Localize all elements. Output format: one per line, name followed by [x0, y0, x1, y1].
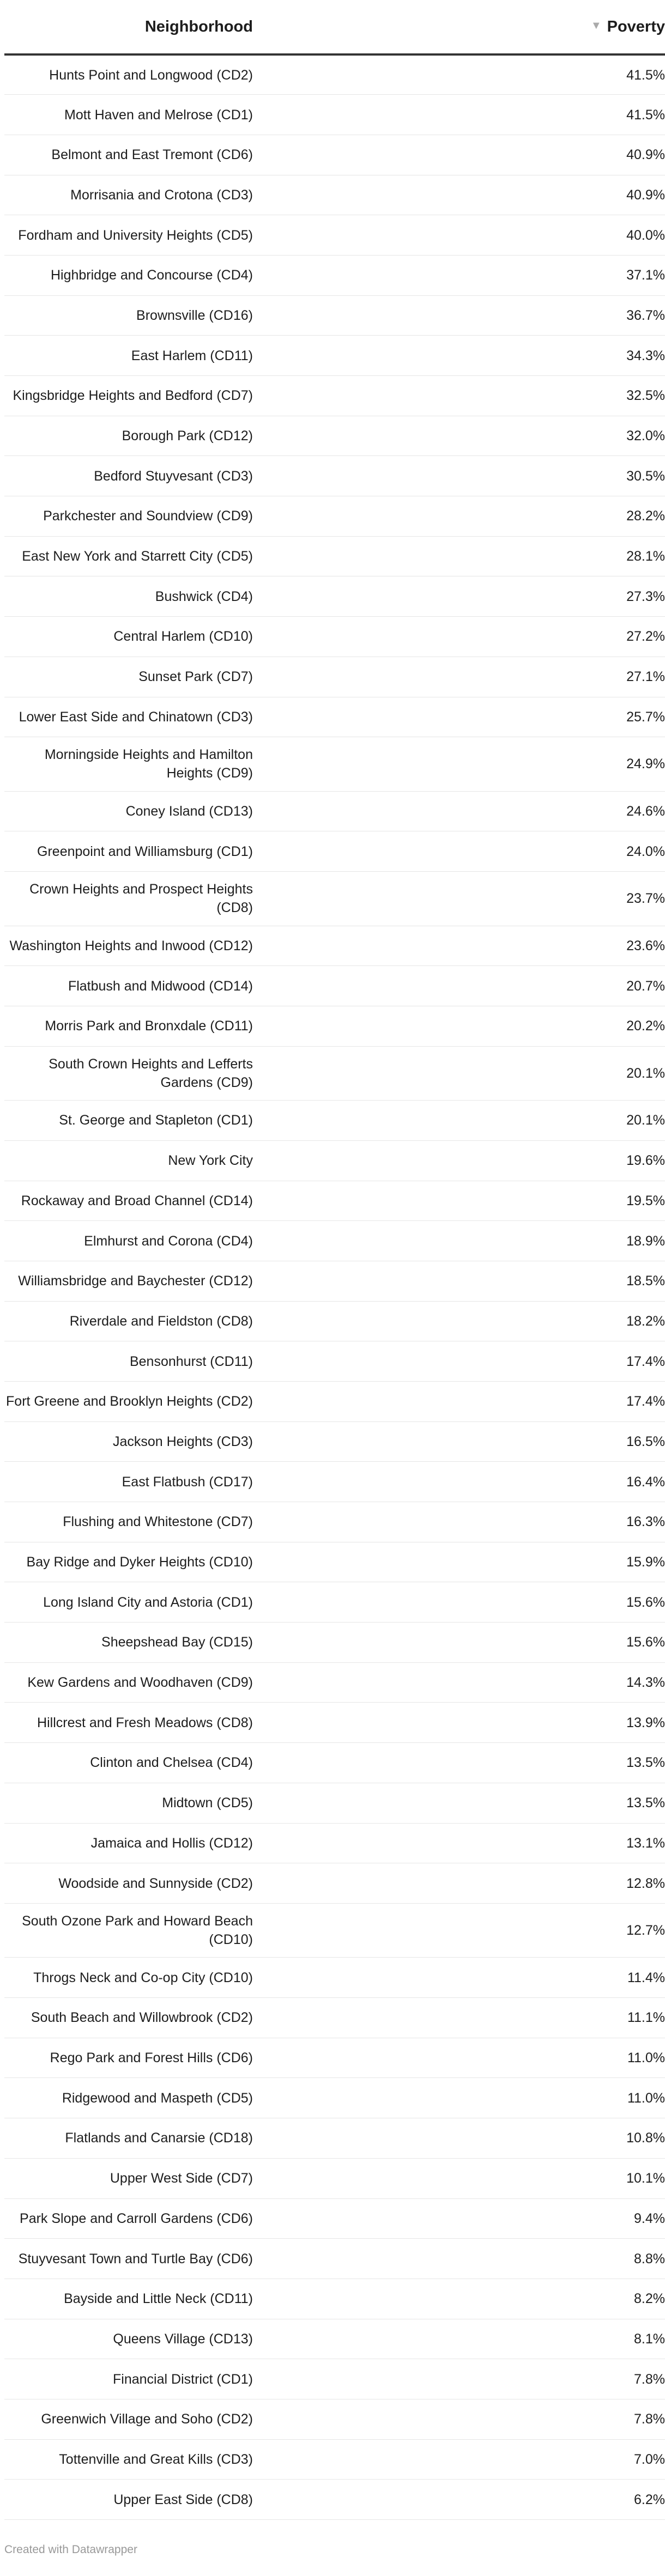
- spacer-cell: [253, 791, 580, 831]
- neighborhood-cell: East Flatbush (CD17): [4, 1462, 253, 1502]
- neighborhood-cell: Rego Park and Forest Hills (CD6): [4, 2038, 253, 2078]
- poverty-cell: 19.5%: [580, 1181, 665, 1221]
- table-row: [4, 54, 665, 95]
- poverty-cell: 24.0%: [580, 831, 665, 872]
- table-row: [4, 872, 665, 926]
- spacer-cell: [253, 54, 580, 95]
- neighborhood-cell: Flatbush and Midwood (CD14): [4, 966, 253, 1006]
- spacer-cell: [253, 1662, 580, 1703]
- neighborhood-cell: Jamaica and Hollis (CD12): [4, 1823, 253, 1863]
- spacer-cell: [253, 2158, 580, 2198]
- spacer-cell: [253, 1823, 580, 1863]
- spacer-cell: [253, 416, 580, 456]
- poverty-cell: 13.1%: [580, 1823, 665, 1863]
- poverty-cell: 41.5%: [580, 54, 665, 95]
- poverty-cell: 36.7%: [580, 295, 665, 336]
- poverty-cell: 24.6%: [580, 791, 665, 831]
- neighborhood-cell: Greenwich Village and Soho (CD2): [4, 2399, 253, 2439]
- spacer-cell: [253, 2279, 580, 2319]
- column-header-poverty-label: Poverty: [607, 17, 665, 35]
- neighborhood-cell: Highbridge and Concourse (CD4): [4, 255, 253, 295]
- spacer-cell: [253, 1903, 580, 1958]
- spacer-cell: [253, 1381, 580, 1421]
- spacer-cell: [253, 576, 580, 617]
- neighborhood-cell: Elmhurst and Corona (CD4): [4, 1221, 253, 1261]
- table-row: [4, 2319, 665, 2359]
- neighborhood-cell: South Crown Heights and Lefferts Gardens (CD9): [4, 1046, 253, 1101]
- spacer-cell: [253, 2319, 580, 2359]
- neighborhood-cell: Sheepshead Bay (CD15): [4, 1623, 253, 1663]
- neighborhood-cell: Flushing and Whitestone (CD7): [4, 1502, 253, 1542]
- neighborhood-cell: Borough Park (CD12): [4, 416, 253, 456]
- table-row: [4, 926, 665, 966]
- poverty-cell: 11.0%: [580, 2078, 665, 2118]
- neighborhood-cell: Throgs Neck and Co-op City (CD10): [4, 1958, 253, 1998]
- table-row: [4, 536, 665, 576]
- poverty-cell: 9.4%: [580, 2198, 665, 2239]
- table-row: [4, 1998, 665, 2038]
- poverty-cell: 13.9%: [580, 1703, 665, 1743]
- poverty-cell: 13.5%: [580, 1743, 665, 1783]
- table-row: [4, 831, 665, 872]
- neighborhood-cell: Long Island City and Astoria (CD1): [4, 1582, 253, 1623]
- neighborhood-cell: South Ozone Park and Howard Beach (CD10): [4, 1903, 253, 1958]
- table-row: [4, 2279, 665, 2319]
- table-row: [4, 576, 665, 617]
- poverty-cell: 40.9%: [580, 135, 665, 175]
- poverty-cell: 6.2%: [580, 2480, 665, 2520]
- spacer-cell: [253, 376, 580, 416]
- table-row: [4, 2359, 665, 2399]
- poverty-cell: 12.7%: [580, 1903, 665, 1958]
- poverty-cell: 37.1%: [580, 255, 665, 295]
- poverty-cell: 20.1%: [580, 1101, 665, 1141]
- spacer-cell: [253, 1181, 580, 1221]
- spacer-cell: [253, 2439, 580, 2480]
- table-body: [4, 54, 665, 2520]
- table-row: [4, 416, 665, 456]
- table-header: [4, 0, 665, 54]
- spacer-cell: [253, 1958, 580, 1998]
- table-row: [4, 966, 665, 1006]
- poverty-cell: 12.8%: [580, 1863, 665, 1904]
- spacer-cell: [253, 1140, 580, 1181]
- sort-descending-icon[interactable]: ▼: [590, 20, 602, 32]
- table-row: [4, 2158, 665, 2198]
- spacer-cell: [253, 657, 580, 697]
- neighborhood-cell: Kingsbridge Heights and Bedford (CD7): [4, 376, 253, 416]
- table-row: [4, 1623, 665, 1663]
- spacer-cell: [253, 1703, 580, 1743]
- poverty-cell: 11.1%: [580, 1998, 665, 2038]
- column-header-poverty[interactable]: [580, 0, 665, 54]
- table-row: [4, 1958, 665, 1998]
- poverty-cell: 13.5%: [580, 1783, 665, 1823]
- spacer-cell: [253, 1046, 580, 1101]
- neighborhood-cell: Upper East Side (CD8): [4, 2480, 253, 2520]
- poverty-cell: 14.3%: [580, 1662, 665, 1703]
- neighborhood-cell: East New York and Starrett City (CD5): [4, 536, 253, 576]
- table-row: [4, 1863, 665, 1904]
- spacer-cell: [253, 1582, 580, 1623]
- table-row: [4, 2239, 665, 2279]
- table-row: [4, 1823, 665, 1863]
- table-row: [4, 697, 665, 737]
- spacer-cell: [253, 1998, 580, 2038]
- spacer-cell: [253, 1502, 580, 1542]
- spacer-cell: [253, 496, 580, 537]
- poverty-cell: 24.9%: [580, 737, 665, 792]
- spacer-cell: [253, 1542, 580, 1582]
- spacer-cell: [253, 1783, 580, 1823]
- table-row: [4, 1582, 665, 1623]
- datawrapper-table-container: [4, 0, 665, 2556]
- table-row: [4, 1421, 665, 1462]
- poverty-cell: 18.5%: [580, 1261, 665, 1301]
- neighborhood-cell: Morris Park and Bronxdale (CD11): [4, 1006, 253, 1046]
- neighborhood-cell: Washington Heights and Inwood (CD12): [4, 926, 253, 966]
- table-row: [4, 1462, 665, 1502]
- spacer-cell: [253, 617, 580, 657]
- spacer-cell: [253, 2078, 580, 2118]
- neighborhood-cell: Lower East Side and Chinatown (CD3): [4, 697, 253, 737]
- poverty-cell: 27.1%: [580, 657, 665, 697]
- spacer-cell: [253, 737, 580, 792]
- poverty-cell: 34.3%: [580, 336, 665, 376]
- neighborhood-cell: Riverdale and Fieldston (CD8): [4, 1301, 253, 1341]
- poverty-cell: 8.2%: [580, 2279, 665, 2319]
- spacer-cell: [253, 2038, 580, 2078]
- neighborhood-cell: Morrisania and Crotona (CD3): [4, 175, 253, 215]
- poverty-cell: 7.8%: [580, 2399, 665, 2439]
- table-row: [4, 737, 665, 792]
- table-row: [4, 95, 665, 135]
- spacer-cell: [253, 1743, 580, 1783]
- poverty-cell: 18.9%: [580, 1221, 665, 1261]
- neighborhood-cell: Bensonhurst (CD11): [4, 1341, 253, 1382]
- spacer-cell: [253, 175, 580, 215]
- table-row: [4, 1381, 665, 1421]
- spacer-cell: [253, 2480, 580, 2520]
- spacer-cell: [253, 1421, 580, 1462]
- neighborhood-cell: St. George and Stapleton (CD1): [4, 1101, 253, 1141]
- table-row: [4, 1261, 665, 1301]
- table-row: [4, 657, 665, 697]
- neighborhood-cell: Brownsville (CD16): [4, 295, 253, 336]
- neighborhood-cell: Park Slope and Carroll Gardens (CD6): [4, 2198, 253, 2239]
- neighborhood-cell: Williamsbridge and Baychester (CD12): [4, 1261, 253, 1301]
- table-row: [4, 1301, 665, 1341]
- spacer-cell: [253, 1863, 580, 1904]
- poverty-cell: 10.1%: [580, 2158, 665, 2198]
- poverty-cell: 11.4%: [580, 1958, 665, 1998]
- table-row: [4, 2198, 665, 2239]
- spacer-cell: [253, 697, 580, 737]
- poverty-cell: 8.8%: [580, 2239, 665, 2279]
- neighborhood-cell: Bayside and Little Neck (CD11): [4, 2279, 253, 2319]
- spacer-cell: [253, 1006, 580, 1046]
- poverty-cell: 40.9%: [580, 175, 665, 215]
- poverty-cell: 41.5%: [580, 95, 665, 135]
- table-row: [4, 1181, 665, 1221]
- poverty-cell: 20.1%: [580, 1046, 665, 1101]
- table-row: [4, 175, 665, 215]
- neighborhood-cell: New York City: [4, 1140, 253, 1181]
- spacer-cell: [253, 135, 580, 175]
- table-row: [4, 2118, 665, 2159]
- poverty-cell: 16.5%: [580, 1421, 665, 1462]
- table-row: [4, 1101, 665, 1141]
- table-row: [4, 1221, 665, 1261]
- spacer-cell: [253, 255, 580, 295]
- spacer-cell: [253, 1101, 580, 1141]
- table-row: [4, 336, 665, 376]
- poverty-cell: 19.6%: [580, 1140, 665, 1181]
- spacer-cell: [253, 215, 580, 256]
- poverty-cell: 20.7%: [580, 966, 665, 1006]
- poverty-cell: 28.1%: [580, 536, 665, 576]
- datawrapper-credit[interactable]: Created with Datawrapper: [4, 2543, 137, 2556]
- table-row: [4, 295, 665, 336]
- poverty-table: [4, 0, 665, 2520]
- neighborhood-cell: Tottenville and Great Kills (CD3): [4, 2439, 253, 2480]
- table-row: [4, 2038, 665, 2078]
- poverty-cell: 32.0%: [580, 416, 665, 456]
- neighborhood-cell: Clinton and Chelsea (CD4): [4, 1743, 253, 1783]
- spacer-cell: [253, 966, 580, 1006]
- spacer-cell: [253, 926, 580, 966]
- spacer-cell: [253, 1623, 580, 1663]
- poverty-cell: 8.1%: [580, 2319, 665, 2359]
- poverty-cell: 23.6%: [580, 926, 665, 966]
- neighborhood-cell: Central Harlem (CD10): [4, 617, 253, 657]
- neighborhood-cell: Hillcrest and Fresh Meadows (CD8): [4, 1703, 253, 1743]
- spacer-cell: [253, 831, 580, 872]
- poverty-cell: 20.2%: [580, 1006, 665, 1046]
- neighborhood-cell: Bushwick (CD4): [4, 576, 253, 617]
- table-row: [4, 2078, 665, 2118]
- table-row: [4, 2399, 665, 2439]
- neighborhood-cell: Flatlands and Canarsie (CD18): [4, 2118, 253, 2159]
- neighborhood-cell: Rockaway and Broad Channel (CD14): [4, 1181, 253, 1221]
- poverty-cell: 15.6%: [580, 1623, 665, 1663]
- table-row: [4, 1341, 665, 1382]
- poverty-cell: 17.4%: [580, 1381, 665, 1421]
- poverty-cell: 23.7%: [580, 872, 665, 926]
- poverty-cell: 10.8%: [580, 2118, 665, 2159]
- table-row: [4, 1662, 665, 1703]
- neighborhood-cell: Mott Haven and Melrose (CD1): [4, 95, 253, 135]
- spacer-cell: [253, 1341, 580, 1382]
- neighborhood-cell: Parkchester and Soundview (CD9): [4, 496, 253, 537]
- table-row: [4, 2439, 665, 2480]
- poverty-cell: 18.2%: [580, 1301, 665, 1341]
- spacer-cell: [253, 2239, 580, 2279]
- poverty-cell: 15.9%: [580, 1542, 665, 1582]
- table-row: [4, 791, 665, 831]
- neighborhood-cell: Coney Island (CD13): [4, 791, 253, 831]
- table-row: [4, 1006, 665, 1046]
- table-row: [4, 1743, 665, 1783]
- column-header-spacer: [253, 0, 580, 54]
- neighborhood-cell: Sunset Park (CD7): [4, 657, 253, 697]
- poverty-cell: 7.8%: [580, 2359, 665, 2399]
- poverty-cell: 17.4%: [580, 1341, 665, 1382]
- table-row: [4, 1783, 665, 1823]
- spacer-cell: [253, 872, 580, 926]
- neighborhood-cell: Morningside Heights and Hamilton Heights (CD9): [4, 737, 253, 792]
- spacer-cell: [253, 95, 580, 135]
- table-row: [4, 215, 665, 256]
- neighborhood-cell: East Harlem (CD11): [4, 336, 253, 376]
- table-row: [4, 1046, 665, 1101]
- spacer-cell: [253, 336, 580, 376]
- neighborhood-cell: Financial District (CD1): [4, 2359, 253, 2399]
- neighborhood-cell: Crown Heights and Prospect Heights (CD8): [4, 872, 253, 926]
- spacer-cell: [253, 1261, 580, 1301]
- neighborhood-cell: South Beach and Willowbrook (CD2): [4, 1998, 253, 2038]
- neighborhood-cell: Queens Village (CD13): [4, 2319, 253, 2359]
- spacer-cell: [253, 1221, 580, 1261]
- neighborhood-cell: Belmont and East Tremont (CD6): [4, 135, 253, 175]
- poverty-cell: 15.6%: [580, 1582, 665, 1623]
- neighborhood-cell: Kew Gardens and Woodhaven (CD9): [4, 1662, 253, 1703]
- neighborhood-cell: Fordham and University Heights (CD5): [4, 215, 253, 256]
- neighborhood-cell: Stuyvesant Town and Turtle Bay (CD6): [4, 2239, 253, 2279]
- neighborhood-cell: Greenpoint and Williamsburg (CD1): [4, 831, 253, 872]
- table-row: [4, 376, 665, 416]
- table-row: [4, 1903, 665, 1958]
- neighborhood-cell: Hunts Point and Longwood (CD2): [4, 54, 253, 95]
- table-row: [4, 135, 665, 175]
- spacer-cell: [253, 2118, 580, 2159]
- poverty-cell: 27.2%: [580, 617, 665, 657]
- neighborhood-cell: Woodside and Sunnyside (CD2): [4, 1863, 253, 1904]
- spacer-cell: [253, 1301, 580, 1341]
- table-row: [4, 617, 665, 657]
- table-row: [4, 1502, 665, 1542]
- neighborhood-cell: Fort Greene and Brooklyn Heights (CD2): [4, 1381, 253, 1421]
- header-row: [4, 0, 665, 54]
- table-row: [4, 2480, 665, 2520]
- table-row: [4, 255, 665, 295]
- table-row: [4, 456, 665, 496]
- neighborhood-cell: Ridgewood and Maspeth (CD5): [4, 2078, 253, 2118]
- table-row: [4, 1703, 665, 1743]
- poverty-cell: 30.5%: [580, 456, 665, 496]
- neighborhood-cell: Upper West Side (CD7): [4, 2158, 253, 2198]
- poverty-cell: 11.0%: [580, 2038, 665, 2078]
- poverty-cell: 7.0%: [580, 2439, 665, 2480]
- neighborhood-cell: Jackson Heights (CD3): [4, 1421, 253, 1462]
- neighborhood-cell: Bedford Stuyvesant (CD3): [4, 456, 253, 496]
- spacer-cell: [253, 2399, 580, 2439]
- table-row: [4, 1542, 665, 1582]
- poverty-cell: 28.2%: [580, 496, 665, 537]
- spacer-cell: [253, 2359, 580, 2399]
- spacer-cell: [253, 456, 580, 496]
- spacer-cell: [253, 295, 580, 336]
- spacer-cell: [253, 2198, 580, 2239]
- neighborhood-cell: Bay Ridge and Dyker Heights (CD10): [4, 1542, 253, 1582]
- poverty-cell: 16.4%: [580, 1462, 665, 1502]
- spacer-cell: [253, 536, 580, 576]
- poverty-cell: 40.0%: [580, 215, 665, 256]
- poverty-cell: 25.7%: [580, 697, 665, 737]
- poverty-cell: 16.3%: [580, 1502, 665, 1542]
- table-row: [4, 1140, 665, 1181]
- poverty-cell: 27.3%: [580, 576, 665, 617]
- spacer-cell: [253, 1462, 580, 1502]
- neighborhood-cell: Midtown (CD5): [4, 1783, 253, 1823]
- table-row: [4, 496, 665, 537]
- column-header-neighborhood[interactable]: Neighborhood: [4, 0, 253, 54]
- poverty-cell: 32.5%: [580, 376, 665, 416]
